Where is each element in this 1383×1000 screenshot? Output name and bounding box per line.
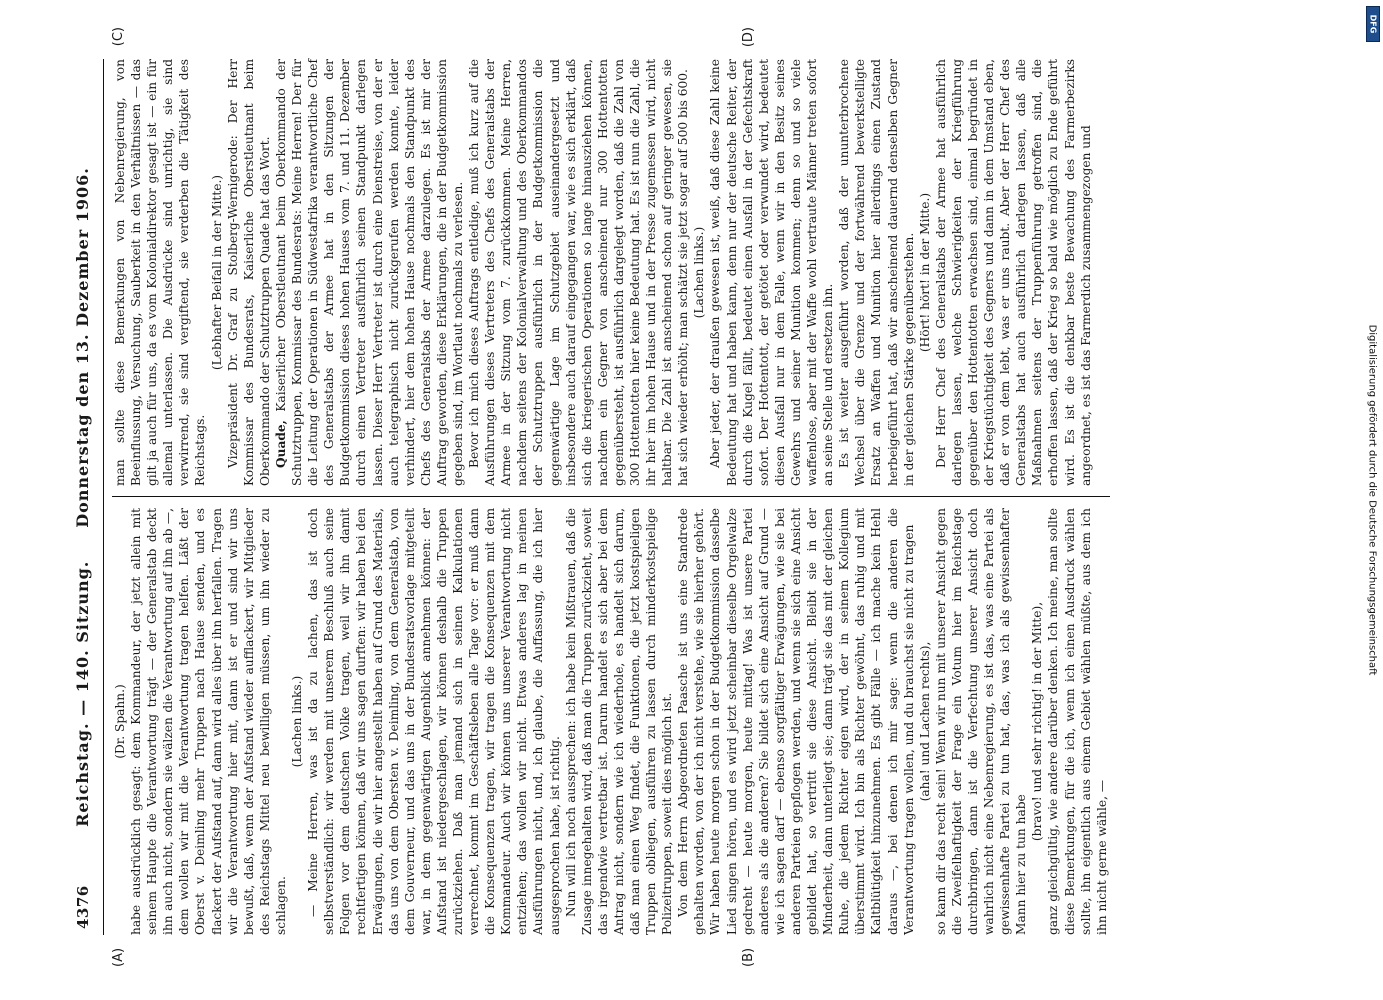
paragraph-text: Kaiserlicher Oberstleutnant beim Oberkommando der Schutztruppen, Kommissar des Bundesrats: Meine Herren! Der für die Leitung der Operationen in Südwestafrika verantwortliche Chef des Generalstabs der Armee hat in den Sitzungen der Budgetkommission dieses hohen Hauses vom 7. und 11. Dezember durch einen Vertreter ausführlich seinen Standpunkt darlegen lassen. Dieser Herr Vertreter ist durch eine Dienstreise, von der er auch telegraphisch nicht zurückgerufen werden konnte, leider verhindert, hier dem hohen Hause nochmals den Standpunkt des Chefs des Generalstabs der Armee darzulegen. Es ist mir der Auftrag geworden, diese Erklärungen, die in der Budgetkommission gegeben sind, im Wortlaut nochmals zu verlesen. xyxy=(273,59,465,486)
right-column-paragraph xyxy=(209,59,225,486)
margin-mark-c: (C) xyxy=(111,27,126,47)
title-right: Donnerstag den 13. Dezember 1906. xyxy=(73,167,92,528)
left-column-paragraph xyxy=(1045,508,1109,935)
right-column-paragraph xyxy=(933,59,1094,486)
left-column-paragraph xyxy=(917,508,933,935)
paragraph-text: Von dem Herrn Abgeordneten Paasche ist uns eine Standrede gehalten worden, von der ich nicht verstehe, wie sie hierher gehört. Wir haben heute morgen schon in der Budgetkommission dasselbe Lied singen hören, und es wird jetzt scheinbar dieselbe Orgelwalze gedreht — heute morgen, heute mittag! Was ist unsere Partei anderes als die anderen? Sie bildet sich eine Ansicht auf Grund — wie ich sagen darf — ebenso sorgfältiger Erwägungen, wie sie bei anderen Parteien gepflogen werden, und wenn sie sich eine Ansicht gebildet hat, so vertritt sie diese Ansicht. Bleibt sie in der Minderheit, dann unterliegt sie; dann trägt sie das mit der gleichen Ruhe, die jedem Richter eigen wird, der in seinem Kollegium überstimmt wird. Ich bin als Richter gewöhnt, das ruhig und mit Kaltblütigkeit hinzunehmen. Es gibt Fälle — ich mache kein Hehl daraus —, bei denen ich mir sage: wenn die anderen die Verantwortung tragen wollen, und du brauchst sie nicht zu tragen xyxy=(676,508,916,935)
left-column-paragraph xyxy=(933,508,1030,935)
paragraph-text: ganz gleichgültig, wie andere darüber denken. Ich meine, man sollte diese Bemerkungen, für die ich, wenn ich einen Ausdruck wählen sollte, ihn eigentlich aus einem Gebiet wählen müßte, aus dem ich ihn nicht gerne wähle, — xyxy=(1046,508,1109,935)
paragraph-text: — Meine Herren, was ist da zu lachen, das ist doch selbstverständlich: wir werden mit unserem Beschluß auch seine Folgen vor dem deutschen Volke tragen, weil wir ihn damit rechtfertigen können, daß wir uns sagen durften: wir haben bei den Erwägungen, die wir hier angestellt haben auf Grund des Materials, das uns von dem Obersten v. Deimling, von dem Generalstab, von dem Gouverneur, und das uns in der Bundesratsvorlage mitgeteilt war, in dem gegenwärtigen Augenblick annehmen können: der Aufstand ist niedergeschlagen, wir können deshalb die Truppen zurückziehen. Daß man jemand sich in seinen Kalkulationen verrechnet, kommt im Geschäftsleben alle Tage vor: er muß dann die Konsequenzen tragen, wir tragen die Konsequenzen mit dem Kommandeur. Auch wir können uns unserer Verantwortung nicht entziehen; das wollen wir nicht. Etwas anderes lag in meinen Ausführungen nicht, und, ich glaube, die Auffassung, die ich hier ausgesprochen habe, ist richtig. xyxy=(306,508,562,935)
paragraph-text: Der Herr Chef des Generalstabs der Armee hat ausführlich darlegen lassen, welche Schwierigkeiten der Kriegführung gegenüber den Hottentotten erwachsen sind, einmal begründet in der Kriegstüchtigkeit des Gegners und dann in dem Umstand eben, daß er von dem lebt, was er uns raubt. Aber der Herr Chef des Generalstabs hat auch ausführlich darlegen lassen, daß alle Maßnahmen seitens der Truppenführung getroffen sind, die erhoffen lassen, daß der Krieg so bald wie möglich zu Ende geführt wird. Es ist die denkbar beste Bewachung des Farmerbezirks angeordnet, es ist das Farmerdich zusammengezogen und xyxy=(933,59,1093,486)
left-column-paragraph xyxy=(675,508,916,935)
paragraph-text: Es ist weiter ausgeführt worden, daß der ununterbrochene Wechsel über die Grenze und der fortwährend bewerkstelligte Ersatz an Waffen und Munition hier allerdings einen Zustand herbeigeführt hat, daß wir anscheinend dauernd denselben Gegner in der gleichen Stärke gegenüberstehen. xyxy=(837,59,916,486)
rotated-page xyxy=(51,25,1341,975)
paragraph-text: (aha! und Lachen rechts), xyxy=(917,641,932,802)
page-number: 4376 xyxy=(74,885,92,929)
paragraph-text: so kann dir das recht sein! Wenn wir nun mit unserer Ansicht gegen die Zweifelhaftigkeit der Frage ein Votum hier im Reichstage durchbringen, dann ist die Verfechtung unserer Ansicht doch wahrlich nicht eine Nebenregierung, es ist das, was eine Partei als gewissenhafte Partei zu tun hat, das, was ich als gewissenhafter Mann hier zu tun habe xyxy=(933,508,1029,935)
paragraph-text: (Hört! hört! in der Mitte.) xyxy=(917,192,932,353)
right-column-paragraph xyxy=(836,59,916,486)
title-left: Reichstag. — 140. Sitzung. xyxy=(73,560,92,827)
right-column-paragraph xyxy=(691,59,707,486)
page-title xyxy=(75,59,91,935)
right-column-paragraph xyxy=(707,59,836,486)
margin-mark-d: (D) xyxy=(741,27,756,48)
paragraph-text: Aber jeder, der draußen gewesen ist, weiß, daß diese Zahl keine Bedeutung hat und haben kann, denn nur der deutsche Reiter, der durch die Kugel fällt, bedeutet einen Ausfall in der Gefechtskraft sofort. Der Hottentott, der getötet oder verwundet wird, bedeutet diesen Ausfall nur in dem Falle, wenn wir in den Besitz seines Gewehrs und seiner Munition kommen; denn so und so viele waffenlose, aber mit der Waffe wohl vertraute Männer treten sofort an seine Stelle und ersetzen ihn. xyxy=(708,59,836,486)
paragraph-text: Vizepräsident Dr. Graf zu Stolberg-Wernigerode: Der Herr Kommissar des Bundesrats, Kaiserliche Oberstleutnant beim Oberkommando der Schutztruppen Quade hat das Wort. xyxy=(225,59,272,486)
text-columns xyxy=(112,59,1110,935)
left-column xyxy=(112,508,1110,935)
page-header xyxy=(69,59,104,935)
margin-mark-a: (A) xyxy=(111,947,126,967)
right-column-paragraph xyxy=(273,59,466,486)
paragraph-text: (bravo! und sehr richtig! in der Mitte), xyxy=(1030,601,1045,842)
left-column-paragraph xyxy=(112,508,128,935)
digitization-credit: Digitalisierung gefördert durch die Deutsche Forschungsgemeinschaft xyxy=(1366,324,1378,676)
left-column-paragraph xyxy=(305,508,563,935)
paragraph-text: (Lachen links.) xyxy=(290,675,305,768)
paragraph-text: (Lachen links.) xyxy=(692,226,707,319)
paragraph-text: (Lebhafter Beifall in der Mitte.) xyxy=(209,174,224,371)
paragraph-text: Nun will ich noch aussprechen: ich habe kein Mißtrauen, daß die Zusage innegehalten wird, daß man die Truppen zurückzieht, soweit das irgendwie vertretbar ist. Darum handelt es sich aber bei dem Antrag nicht, sondern wie ich wiederhole, es handelt sich darum, daß man einen Weg findet, die Funktionen, die jetzt kostspieligen Truppen obliegen, ausführen zu lassen durch minderkostspielige Polizeitruppen, soweit dies möglich ist. xyxy=(563,508,675,935)
left-column-paragraph xyxy=(563,508,676,935)
left-column-paragraph xyxy=(128,508,289,935)
right-column-paragraph xyxy=(112,59,209,486)
speaker-name: Quade, xyxy=(273,420,288,468)
paragraph-text: habe ausdrücklich gesagt: dem Kommandeur, der jetzt allein mit seinem Haupte die Verantwortung trägt — der Generalstab deckt ihn auch nicht, sondern sie wälzen die Verantwortung auf ihn ab —, dem wollen wir mit die Verantwortung tragen helfen. Läßt der Oberst v. Deimling mehr Truppen nach Hause senden, und es flackert der Aufstand auf, dann wird alles über ihn herfallen. Tragen wir die Verantwortung hier mit, dann ist er und sind wir uns bewußt, daß, wenn der Aufstand wieder aufflackert, wir Mitglieder des Reichstags Mittel neu bewilligen müssen, um ihn wieder zu schlagen. xyxy=(129,508,288,935)
paragraph-text: man sollte diese Bemerkungen von Nebenregierung, von Beeinflussung, Versuchung, Sauberkeit in den Verhältnissen — das gilt ja auch für uns, da es vom Kolonialdirektor gesagt ist — ein für allemal unterlassen. Die Ausdrücke sind unrichtig, sie sind verwirrend, sie sind vergiftend, sie verderben die Tätigkeit des Reichstags. xyxy=(113,59,208,486)
left-column-paragraph xyxy=(289,508,305,935)
margin-mark-b: (B) xyxy=(741,947,756,967)
paragraph-text: Bevor ich mich dieses Auftrags entledige, muß ich kurz auf die Ausführungen dieses Vertreters des Chefs des Generalstabs der Armee in der Sitzung vom 7. zurückkommen. Meine Herren, nachdem seitens der Kolonialverwaltung und des Oberkommandos der Schutztruppen ausführlich in der Budgetkommission die gegenwärtige Lage im Schutzgebiet auseinandergesetzt und insbesondere auch darauf eingegangen war, wie es sich erklärt, daß sich die kriegerischen Operationen so lange hinausziehen können, nachdem ein Gegner von anscheinend nur 300 Hottentotten gegenübersteht, ist ausführlich dargelegt worden, daß die Zahl von 300 Hottentotten hier keine Bedeutung hat. Es ist nun die Zahl, die ihr hier im hohen Hause und in der Presse zugemessen wird, nicht haltbar. Die Zahl ist anscheinend schon auf geringer gewesen, sie hat sich wieder erhöht; man schätzt sie jetzt sogar auf 500 bis 600. xyxy=(467,59,691,486)
left-column-paragraph xyxy=(1029,508,1045,935)
right-column xyxy=(112,59,1110,486)
right-column-paragraph xyxy=(917,59,933,486)
right-column-paragraph xyxy=(225,59,273,486)
paragraph-text: (Dr. Spahn.) xyxy=(113,684,127,759)
right-column-paragraph xyxy=(466,59,691,486)
dfg-logo: DFG xyxy=(1366,6,1380,42)
